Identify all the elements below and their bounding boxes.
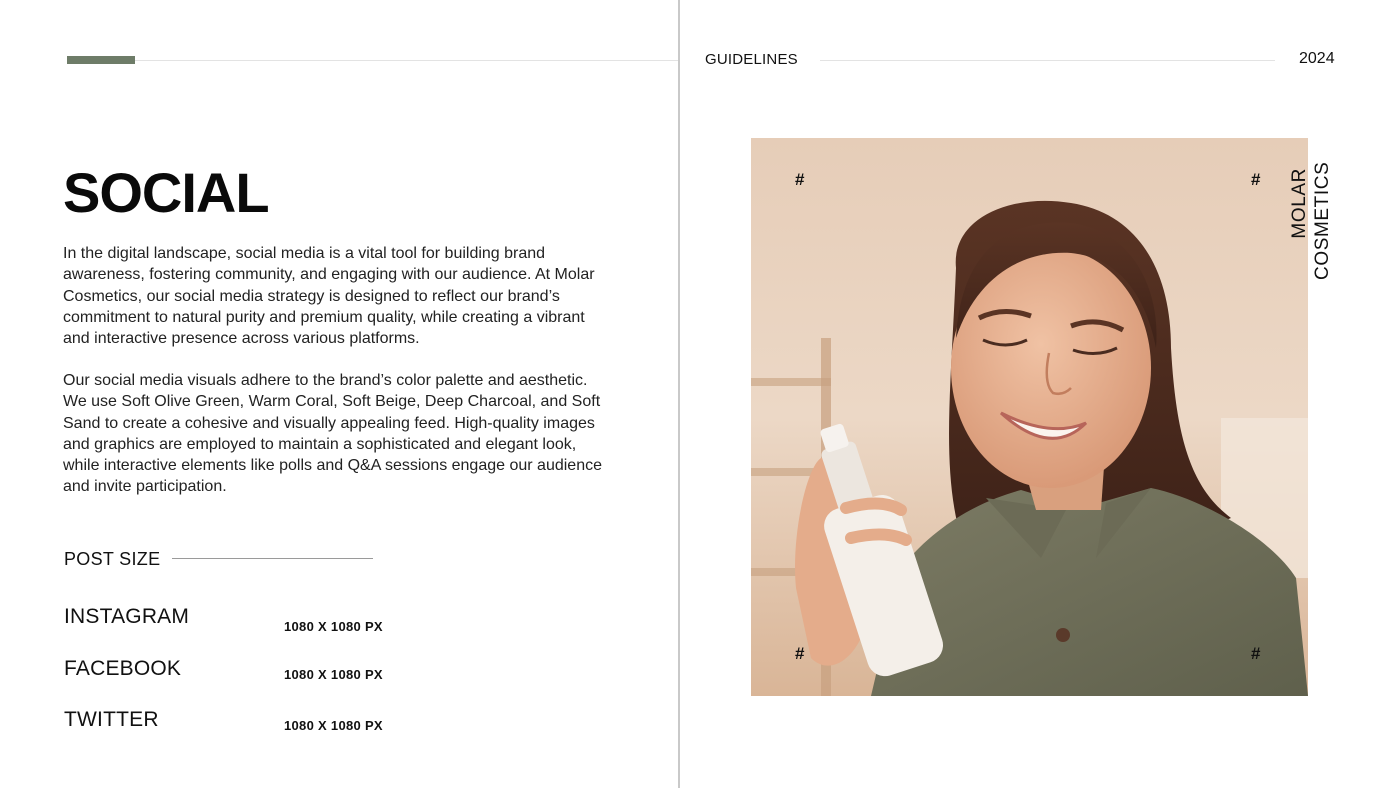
year-label: 2024 [1299,50,1335,67]
visuals-paragraph: Our social media visuals adhere to the brand’s color palette and aesthetic. We use Soft Olive Green, Warm Coral, Soft Beige, Deep Charcoal, and Soft Sand to create a cohesive and visually appealing feed. High-quality images and graphics are employed to maintain a sophisticated and elegant look, while interactive elements like polls and Q&A sessions engage our audience and invite participation. [63,372,602,496]
size-facebook: 1080 X 1080 PX [284,667,383,682]
size-instagram: 1080 X 1080 PX [284,619,383,634]
model-photo [751,138,1308,696]
platform-facebook: FACEBOOK [64,657,182,680]
post-size-heading: POST SIZE [64,549,161,569]
platform-instagram: INSTAGRAM [64,605,190,628]
section-label: GUIDELINES [705,51,798,68]
page-title: SOCIAL [63,161,269,224]
corner-mark-bottom-right: # [1251,644,1261,663]
brand-line-molar: MOLAR [1289,168,1310,239]
brand-line-cosmetics: COSMETICS [1312,161,1333,280]
size-twitter: 1080 X 1080 PX [284,718,383,733]
intro-paragraph: In the digital landscape, social media is a vital tool for building brand awareness, fostering community, and engaging with our audience. At Molar Cosmetics, our social media strategy is designed to reflect our brand’s commitment to natural purity and premium quality, while creating a vibrant and interactive presence across various platforms. [63,245,595,348]
corner-mark-top-left: # [795,170,805,189]
accent-bar [67,56,135,64]
page-divider [678,0,680,788]
post-size-rule [172,558,373,559]
platform-twitter: TWITTER [64,708,159,731]
brand-wordmark [1288,161,1338,280]
model-photo-illustration [751,138,1308,696]
corner-mark-bottom-left: # [795,644,805,663]
corner-mark-top-right: # [1251,170,1261,189]
header-rule-left [135,60,678,61]
header-rule-right [820,60,1275,61]
